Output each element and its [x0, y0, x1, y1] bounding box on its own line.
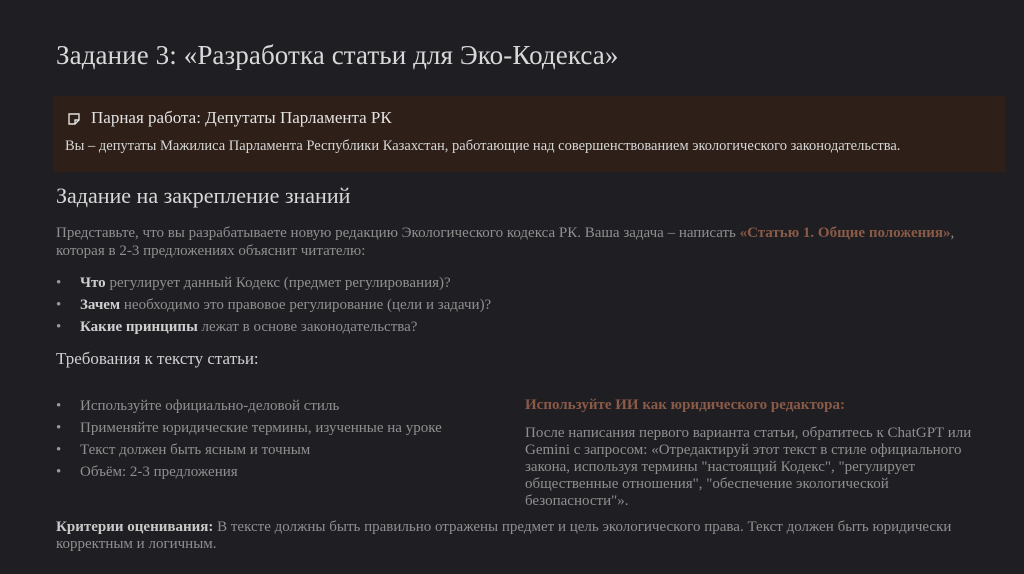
question-keyword: Что [80, 275, 106, 291]
ai-paragraph: После написания первого варианта статьи, обратитесь к ChatGPT или Gemini с запросом: «Отредактируй этот текст в стиле официального закона, используя термины "настоящий Кодекс", "регулирует общественные отношения", "обеспечение экологической безопасности"». [525, 425, 972, 509]
note-box [53, 96, 1005, 172]
list-item: • Используйте официально-деловой стиль [56, 395, 442, 417]
requirements-heading: Требования к тексту статьи: [56, 349, 259, 368]
list-item [56, 294, 491, 316]
list-item: • Применяйте юридические термины, изученные на уроке [56, 417, 442, 439]
sticky-note-icon [67, 111, 81, 125]
criteria-paragraph [56, 519, 1016, 553]
intro-paragraph [56, 224, 956, 260]
intro-text-after: , которая в 2-3 предложениях объяснит читателю: [56, 225, 955, 259]
note-body: Вы – депутаты Мажилиса Парламента Республики Казахстан, работающие над совершенствованием экологического законодательства. [65, 138, 901, 154]
slide-title: Задание 3: «Разработка статьи для Эко-Кодекса» [56, 40, 619, 70]
criteria-label: Критерии оценивания: [56, 519, 214, 535]
list-item: • Текст должен быть ясным и точным [56, 439, 442, 461]
question-text: регулирует данный Кодекс (предмет регулирования)? [105, 275, 451, 291]
section-heading: Задание на закрепление знаний [56, 183, 351, 208]
list-item [56, 316, 491, 338]
note-heading-row [67, 108, 392, 128]
requirements-list [56, 395, 442, 483]
list-item [56, 272, 491, 294]
note-heading: Парная работа: Депутаты Парламента РК [91, 108, 392, 127]
list-item: • Объём: 2-3 предложения [56, 461, 442, 483]
questions-list [56, 272, 491, 338]
question-keyword: Зачем [80, 297, 121, 313]
intro-text-before: Представьте, что вы разрабатываете новую редакцию Экологического кодекса РК. Ваша задача – написать [56, 225, 740, 241]
question-text: необходимо это правовое регулирование (цели и задачи)? [120, 297, 492, 313]
intro-highlight: «Статью 1. Общие положения» [739, 225, 951, 241]
question-keyword: Какие принципы [80, 319, 198, 335]
question-text: лежат в основе законодательства? [197, 319, 418, 335]
criteria-text: В тексте должны быть правильно отражены предмет и цель экологического права. Текст должен быть юридически корректным и логичным. [56, 519, 952, 552]
ai-heading: Используйте ИИ как юридического редактора: [525, 397, 845, 413]
